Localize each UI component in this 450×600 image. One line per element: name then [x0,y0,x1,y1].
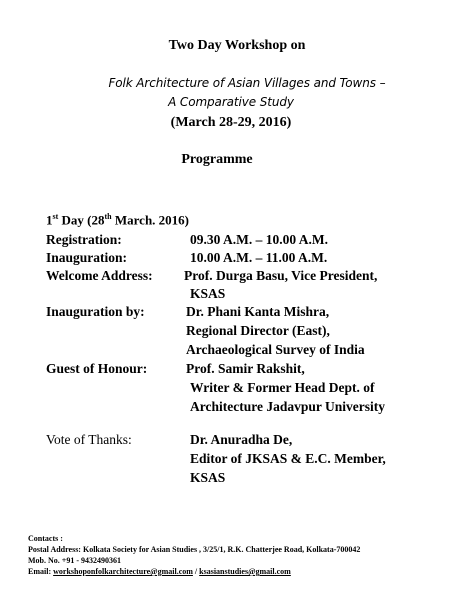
workshop-heading: Two Day Workshop on [168,38,306,53]
contacts-block [28,533,448,577]
welcome-line2: KSAS [190,286,226,301]
workshop-dates: (March 28-29, 2016) [170,115,292,130]
mobile-label: Mob. No. [28,556,60,565]
welcome-line1: Prof. Durga Basu, Vice President, [184,268,378,283]
email-link-workshop[interactable]: workshoponfolkarchitecture@gmail.com [53,567,193,576]
mobile-value: +91 - 9432490361 [59,556,122,565]
programme-heading: Programme [181,152,253,167]
vote-line3: KSAS [190,470,226,485]
postal-address [28,544,448,555]
email-row [28,566,448,577]
postal-value: Kolkata Society for Asian Studies , 3/25/1, R.K. Chatterjee Road, Kolkata-700042 [80,545,361,554]
guest-line1: Prof. Samir Rakshit, [186,361,305,376]
inauguration-by-line1: Dr. Phani Kanta Mishra, [186,304,330,319]
inauguration-label: Inauguration: [46,250,128,265]
day-middle: Day (28 [58,212,105,228]
email-label: Email: [28,567,52,576]
inauguration-by-line2: Regional Director (East), [186,323,330,338]
welcome-label: Welcome Address: [46,268,153,283]
vote-line1: Dr. Anuradha De, [190,432,293,447]
day-prefix: 1 [46,212,53,228]
vote-line2: Editor of JKSAS & E.C. Member, [190,451,386,466]
day-sup-th: th [104,212,112,221]
contacts-title: Contacts : [28,534,63,543]
inauguration-by-label: Inauguration by: [46,304,145,319]
day-heading [46,212,189,228]
workshop-subtitle-line1: Folk Architecture of Asian Villages and Towns – [108,76,386,90]
vote-label: Vote of Thanks: [46,432,132,447]
registration-time: 09.30 A.M. – 10.00 A.M. [190,232,328,247]
day-sup-st: st [52,212,59,221]
guest-label: Guest of Honour: [46,361,148,376]
registration-label: Registration: [46,232,122,247]
inauguration-time: 10.00 A.M. – 11.00 A.M. [190,250,328,265]
inauguration-by-line3: Archaeological Survey of India [186,342,365,357]
postal-label: Postal Address: [28,545,81,554]
email-link-ksas[interactable]: ksasianstudies@gmail.com [199,567,291,576]
guest-line2: Writer & Former Head Dept. of [190,380,375,395]
mobile-number [28,555,448,566]
email-separator: / [192,567,200,576]
guest-line3: Architecture Jadavpur University [190,399,385,414]
workshop-subtitle-line2: A Comparative Study [168,95,294,109]
day-suffix: March. 2016) [111,212,190,228]
